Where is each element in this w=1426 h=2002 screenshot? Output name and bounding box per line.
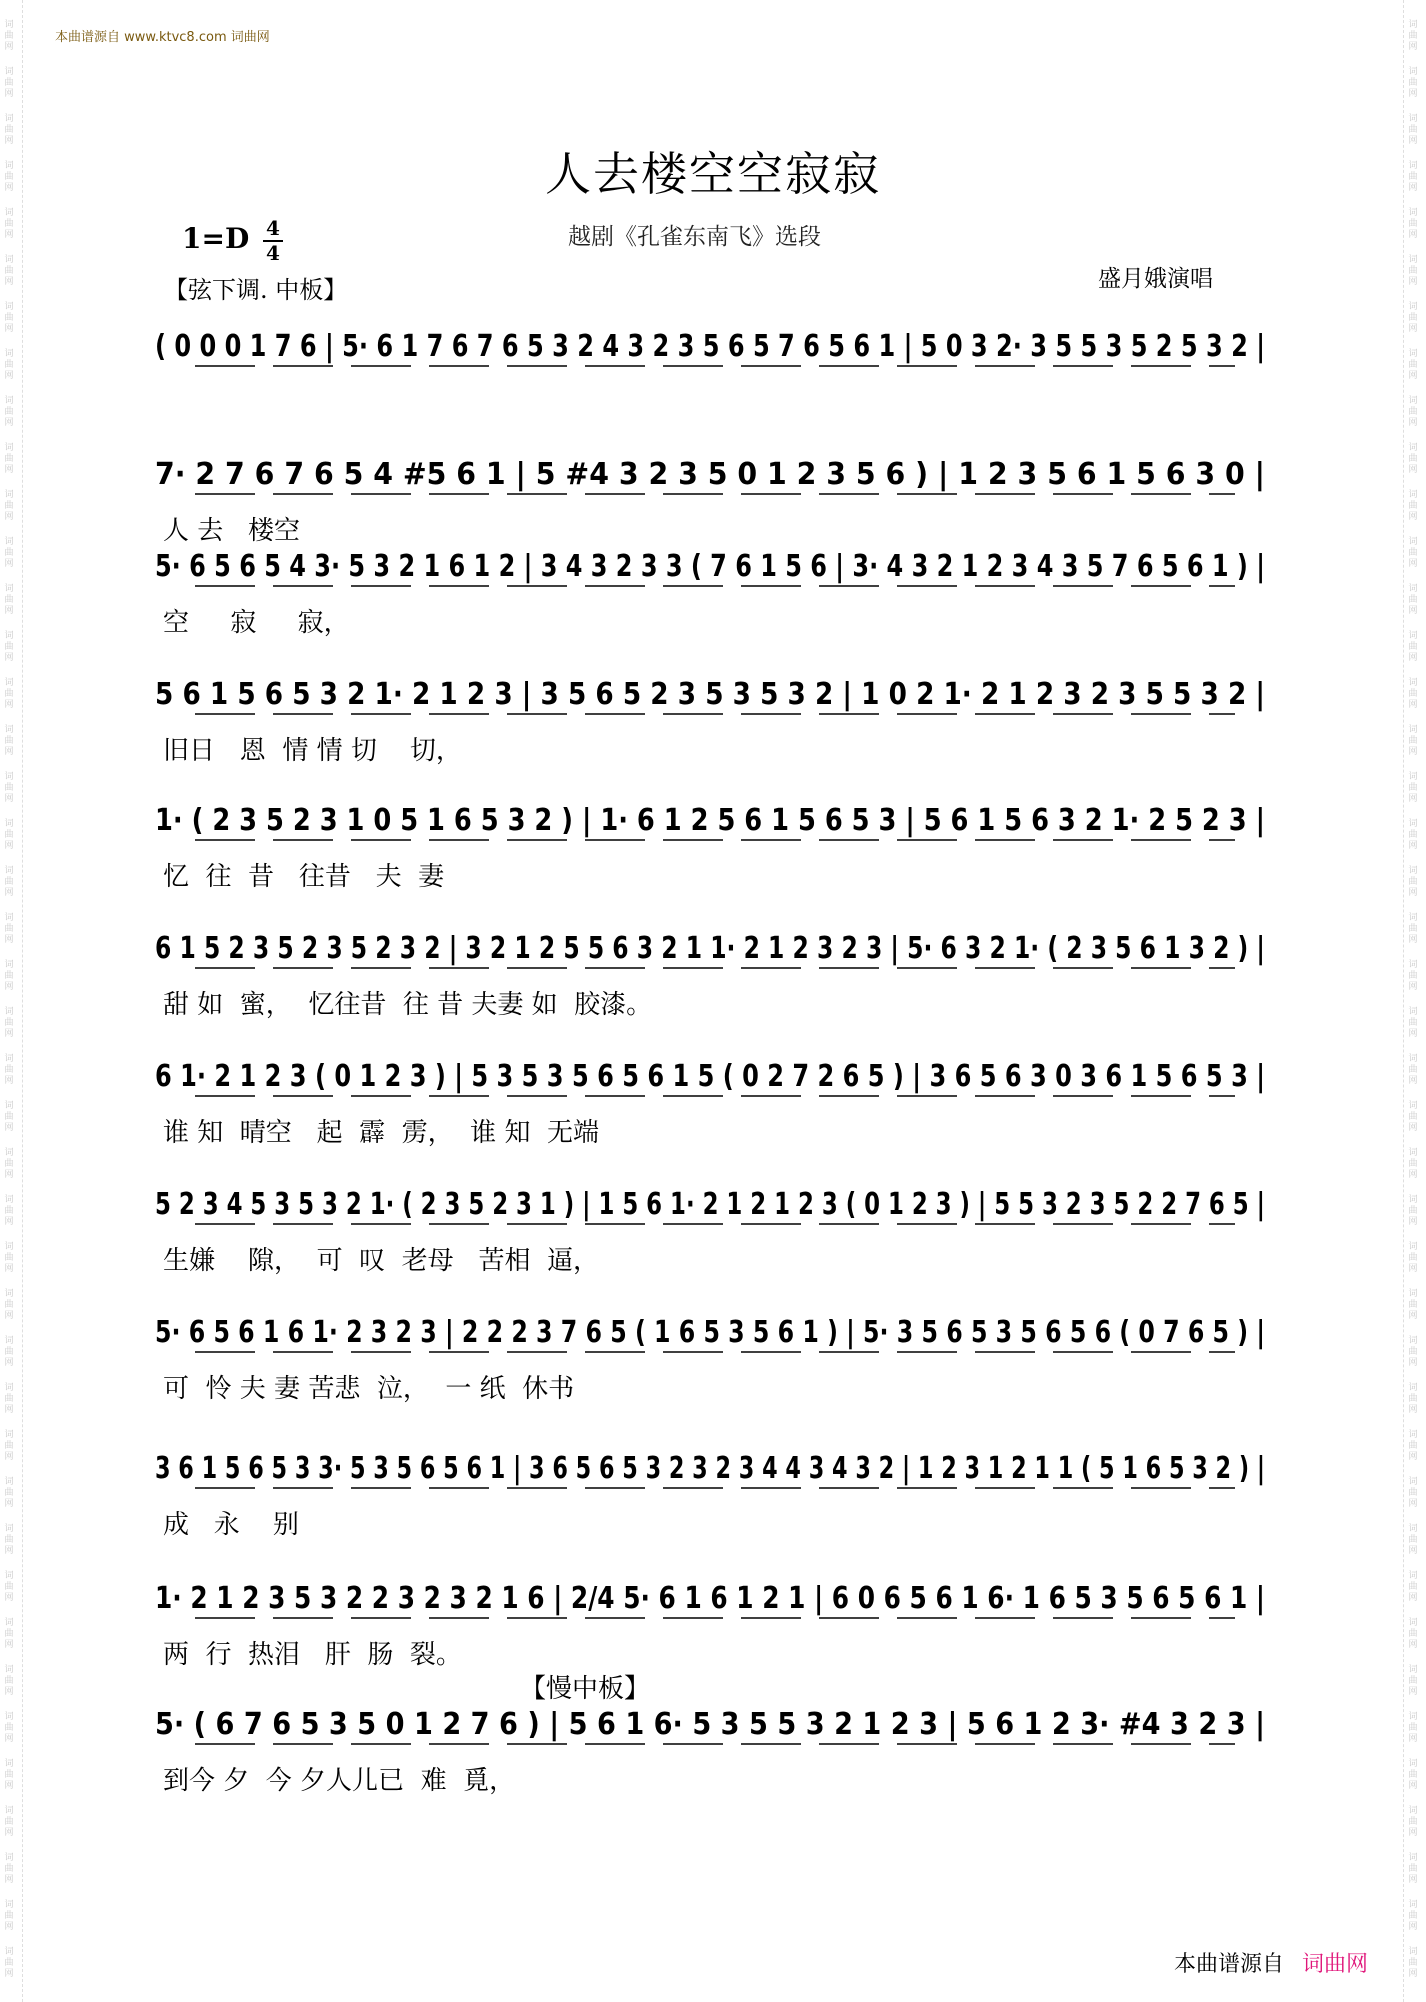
watermark-mark: 词曲网	[1408, 67, 1418, 99]
watermark-mark: 词曲网	[4, 537, 14, 569]
watermark-mark: 词曲网	[4, 1712, 14, 1744]
watermark-mark: 词曲网	[4, 67, 14, 99]
right-watermark-strip	[1403, 0, 1426, 2002]
watermark-mark: 词曲网	[4, 349, 14, 381]
watermark-mark: 词曲网	[1408, 1806, 1418, 1838]
watermark-mark: 词曲网	[1408, 1336, 1418, 1368]
watermark-mark: 词曲网	[1408, 1195, 1418, 1227]
notation-row	[155, 1306, 1265, 1362]
watermark-mark: 词曲网	[4, 255, 14, 287]
lyric-row: 旧日 恩 情 情 切 切，	[163, 736, 462, 766]
notation-text: 5· 6 5 6 5 4 3· 5 3 2 1 6 1 2 | 3 4 3 2 3 3 ( 7 6 1 5 6 | 3· 4 3 2 1 2 3 4 3 5 7 6 5 6 1 ) |	[155, 549, 1265, 584]
watermark-mark: 词曲网	[4, 490, 14, 522]
watermark-mark: 词曲网	[1408, 396, 1418, 428]
watermark-mark: 词曲网	[1408, 1101, 1418, 1133]
lyric-row: 空 寂 寂，	[163, 608, 350, 638]
watermark-mark: 词曲网	[1408, 678, 1418, 710]
lyric-row: 生嫌 隙， 可 叹 老母 苦相 逼，	[163, 1246, 599, 1276]
watermark-mark: 词曲网	[4, 1477, 14, 1509]
notation-row	[155, 448, 1265, 504]
watermark-mark: 词曲网	[4, 1289, 14, 1321]
watermark-mark: 词曲网	[1408, 1524, 1418, 1556]
lyric-row: 忆 往 昔 往昔 夫 妻	[163, 862, 445, 892]
watermark-mark: 词曲网	[1408, 1571, 1418, 1603]
watermark-mark: 词曲网	[1408, 960, 1418, 992]
watermark-mark: 词曲网	[1408, 302, 1418, 334]
watermark-mark: 词曲网	[1408, 1289, 1418, 1321]
watermark-mark: 词曲网	[4, 114, 14, 146]
watermark-mark: 词曲网	[1408, 255, 1418, 287]
lyric-row: 两 行 热泪 肝 肠 裂。	[163, 1640, 462, 1670]
notation-row	[155, 668, 1265, 724]
watermark-mark: 词曲网	[1408, 819, 1418, 851]
watermark-mark: 词曲网	[1408, 1759, 1418, 1791]
footer-source: 本曲谱源自	[1173, 1952, 1284, 1977]
song-subtitle: 越剧《孔雀东南飞》选段	[568, 224, 821, 250]
watermark-mark: 词曲网	[4, 678, 14, 710]
watermark-mark: 词曲网	[4, 584, 14, 616]
notation-row	[155, 540, 1265, 596]
watermark-mark: 词曲网	[4, 819, 14, 851]
lyric-row: 谁 知 晴空 起 霹 雳， 谁 知 无端	[163, 1118, 599, 1148]
watermark-mark: 词曲网	[4, 1195, 14, 1227]
notation-row	[155, 922, 1265, 978]
notation-row	[155, 1572, 1265, 1628]
lyric-row: 到今 夕 今 夕人儿已 难 覓，	[163, 1766, 516, 1796]
tempo-change-mark: 【慢中板】	[520, 1674, 651, 1704]
source-note: 本曲谱源自 www.ktvc8.com 词曲网	[55, 30, 270, 45]
lyric-row: 甜 如 蜜， 忆往昔 往 昔 夫妻 如 胶漆。	[163, 990, 653, 1020]
mode-tempo-mark: 【弦下调. 中板】	[164, 276, 348, 304]
watermark-mark: 词曲网	[1408, 1477, 1418, 1509]
notation-row	[155, 1698, 1265, 1754]
watermark-mark: 词曲网	[1408, 1054, 1418, 1086]
watermark-mark: 词曲网	[4, 1853, 14, 1885]
notation-text: 6 1 5 2 3 5 2 3 5 2 3 2 | 3 2 1 2 5 5 6 3 2 1 1· 2 1 2 3 2 3 | 5· 6 3 2 1· ( 2 3 5 6 1 3 2 ) |	[155, 931, 1265, 966]
notation-row	[155, 320, 1265, 376]
footer	[1174, 1947, 1368, 1978]
meter-top: 4	[266, 216, 280, 240]
watermark-mark: 词曲网	[1408, 1665, 1418, 1697]
watermark-mark: 词曲网	[4, 20, 14, 52]
watermark-mark: 词曲网	[1408, 208, 1418, 240]
watermark-mark: 词曲网	[4, 725, 14, 757]
notation-row	[155, 1178, 1265, 1234]
watermark-mark: 词曲网	[4, 631, 14, 663]
notation-text: 1· ( 2 3 5 2 3 1 0 5 1 6 5 3 2 ) | 1· 6 1 2 5 6 1 5 6 5 3 | 5 6 1 5 6 3 2 1· 2 5 2 3 |	[155, 803, 1265, 838]
watermark-mark: 词曲网	[4, 1618, 14, 1650]
watermark-mark: 词曲网	[4, 1336, 14, 1368]
watermark-mark: 词曲网	[1408, 490, 1418, 522]
watermark-mark: 词曲网	[1408, 866, 1418, 898]
notation-text: 5· ( 6 7 6 5 3 5 0 1 2 7 6 ) | 5 6 1 6· 5 3 5 5 3 2 1 2 3 | 5 6 1 2 3· #4 3 2 3 |	[155, 1707, 1265, 1742]
watermark-mark: 词曲网	[4, 1101, 14, 1133]
watermark-mark: 词曲网	[4, 1430, 14, 1462]
watermark-mark: 词曲网	[1408, 1712, 1418, 1744]
notation-text: 7· 2 7 6 7 6 5 4 #5 6 1 | 5 #4 3 2 3 5 0 1 2 3 5 6 ) | 1 2 3 5 6 1 5 6 3 0 |	[155, 457, 1265, 492]
watermark-mark: 词曲网	[4, 1806, 14, 1838]
watermark-mark: 词曲网	[4, 1007, 14, 1039]
notation-text: 5 2 3 4 5 3 5 3 2 1· ( 2 3 5 2 3 1 ) | 1 5 6 1· 2 1 2 1 2 3 ( 0 1 2 3 ) | 5 5 3 2 3 5 2 2 7 6 5 |	[155, 1187, 1265, 1222]
lyric-row: 人 去 楼空	[163, 516, 301, 546]
watermark-mark: 词曲网	[4, 1900, 14, 1932]
watermark-mark: 词曲网	[4, 1242, 14, 1274]
watermark-mark: 词曲网	[1408, 1148, 1418, 1180]
watermark-mark: 词曲网	[1408, 913, 1418, 945]
watermark-mark: 词曲网	[1408, 1900, 1418, 1932]
watermark-mark: 词曲网	[4, 1947, 14, 1979]
notation-row	[155, 1050, 1265, 1106]
meter-bottom: 4	[266, 241, 280, 265]
notation-text: 6 1· 2 1 2 3 ( 0 1 2 3 ) | 5 3 5 3 5 6 5 6 1 5 ( 0 2 7 2 6 5 ) | 3 6 5 6 3 0 3 6 1 5 6 5 3 |	[155, 1059, 1265, 1094]
watermark-mark: 词曲网	[1408, 584, 1418, 616]
watermark-mark: 词曲网	[1408, 1383, 1418, 1415]
notation-text: 1· 2 1 2 3 5 3 2 2 3 2 3 2 1 6 | 2/4 5· 6 1 6 1 2 1 | 6 0 6 5 6 1 6· 1 6 5 3 5 6 5 6 1 |	[155, 1581, 1265, 1616]
key-signature: 1=D	[182, 222, 250, 255]
footer-site-link[interactable]: 词曲网	[1301, 1952, 1368, 1977]
watermark-mark: 词曲网	[1408, 349, 1418, 381]
watermark-mark: 词曲网	[1408, 772, 1418, 804]
lyric-row: 可 怜 夫 妻 苦悲 泣， 一 纸 休书	[163, 1374, 575, 1404]
watermark-mark: 词曲网	[4, 443, 14, 475]
watermark-mark: 词曲网	[4, 1665, 14, 1697]
watermark-mark: 词曲网	[4, 1383, 14, 1415]
watermark-mark: 词曲网	[4, 302, 14, 334]
watermark-mark: 词曲网	[1408, 1430, 1418, 1462]
watermark-mark: 词曲网	[4, 1054, 14, 1086]
watermark-mark: 词曲网	[1408, 1853, 1418, 1885]
watermark-mark: 词曲网	[1408, 1618, 1418, 1650]
notation-text: ( 0 0 0 1 7 6 | 5· 6 1 7 6 7 6 5 3 2 4 3 2 3 5 6 5 7 6 5 6 1 | 5 0 3 2· 3 5 5 3 5 2 5 3 2 |	[155, 329, 1265, 364]
watermark-mark: 词曲网	[4, 1148, 14, 1180]
watermark-mark: 词曲网	[1408, 725, 1418, 757]
watermark-mark: 词曲网	[4, 1524, 14, 1556]
watermark-mark: 词曲网	[4, 772, 14, 804]
song-title: 人去楼空空寂寂	[545, 147, 881, 201]
watermark-mark: 词曲网	[4, 960, 14, 992]
watermark-mark: 词曲网	[1408, 1947, 1418, 1979]
notation-row	[155, 1442, 1265, 1498]
notation-text: 5 6 1 5 6 5 3 2 1· 2 1 2 3 | 3 5 6 5 2 3 5 3 5 3 2 | 1 0 2 1· 2 1 2 3 2 3 5 5 3 2 |	[155, 677, 1265, 712]
lyric-row: 成 永 别	[163, 1510, 299, 1540]
singer-credit: 盛月娥演唱	[1098, 266, 1213, 292]
watermark-mark: 词曲网	[4, 866, 14, 898]
watermark-mark: 词曲网	[1408, 161, 1418, 193]
watermark-mark: 词曲网	[1408, 1242, 1418, 1274]
watermark-mark: 词曲网	[4, 161, 14, 193]
watermark-mark: 词曲网	[4, 208, 14, 240]
watermark-mark: 词曲网	[1408, 443, 1418, 475]
watermark-mark: 词曲网	[1408, 631, 1418, 663]
notation-text: 3 6 1 5 6 5 3 3· 5 3 5 6 5 6 1 | 3 6 5 6 5 3 2 3 2 3 4 4 3 4 3 2 | 1 2 3 1 2 1 1 ( 5 1 6 5 3 2 ) |	[155, 1451, 1265, 1486]
notation-text: 5· 6 5 6 1 6 1· 2 3 2 3 | 2 2 2 3 7 6 5 ( 1 6 5 3 5 6 1 ) | 5· 3 5 6 5 3 5 6 5 6 ( 0 7 6 5 ) |	[155, 1315, 1265, 1350]
watermark-mark: 词曲网	[1408, 20, 1418, 52]
watermark-mark: 词曲网	[4, 913, 14, 945]
time-signature	[263, 218, 283, 264]
left-watermark-strip	[0, 0, 23, 2002]
watermark-mark: 词曲网	[1408, 1007, 1418, 1039]
watermark-mark: 词曲网	[4, 1759, 14, 1791]
watermark-mark: 词曲网	[1408, 537, 1418, 569]
watermark-mark: 词曲网	[4, 396, 14, 428]
notation-row	[155, 794, 1265, 850]
watermark-mark: 词曲网	[1408, 114, 1418, 146]
watermark-mark: 词曲网	[4, 1571, 14, 1603]
